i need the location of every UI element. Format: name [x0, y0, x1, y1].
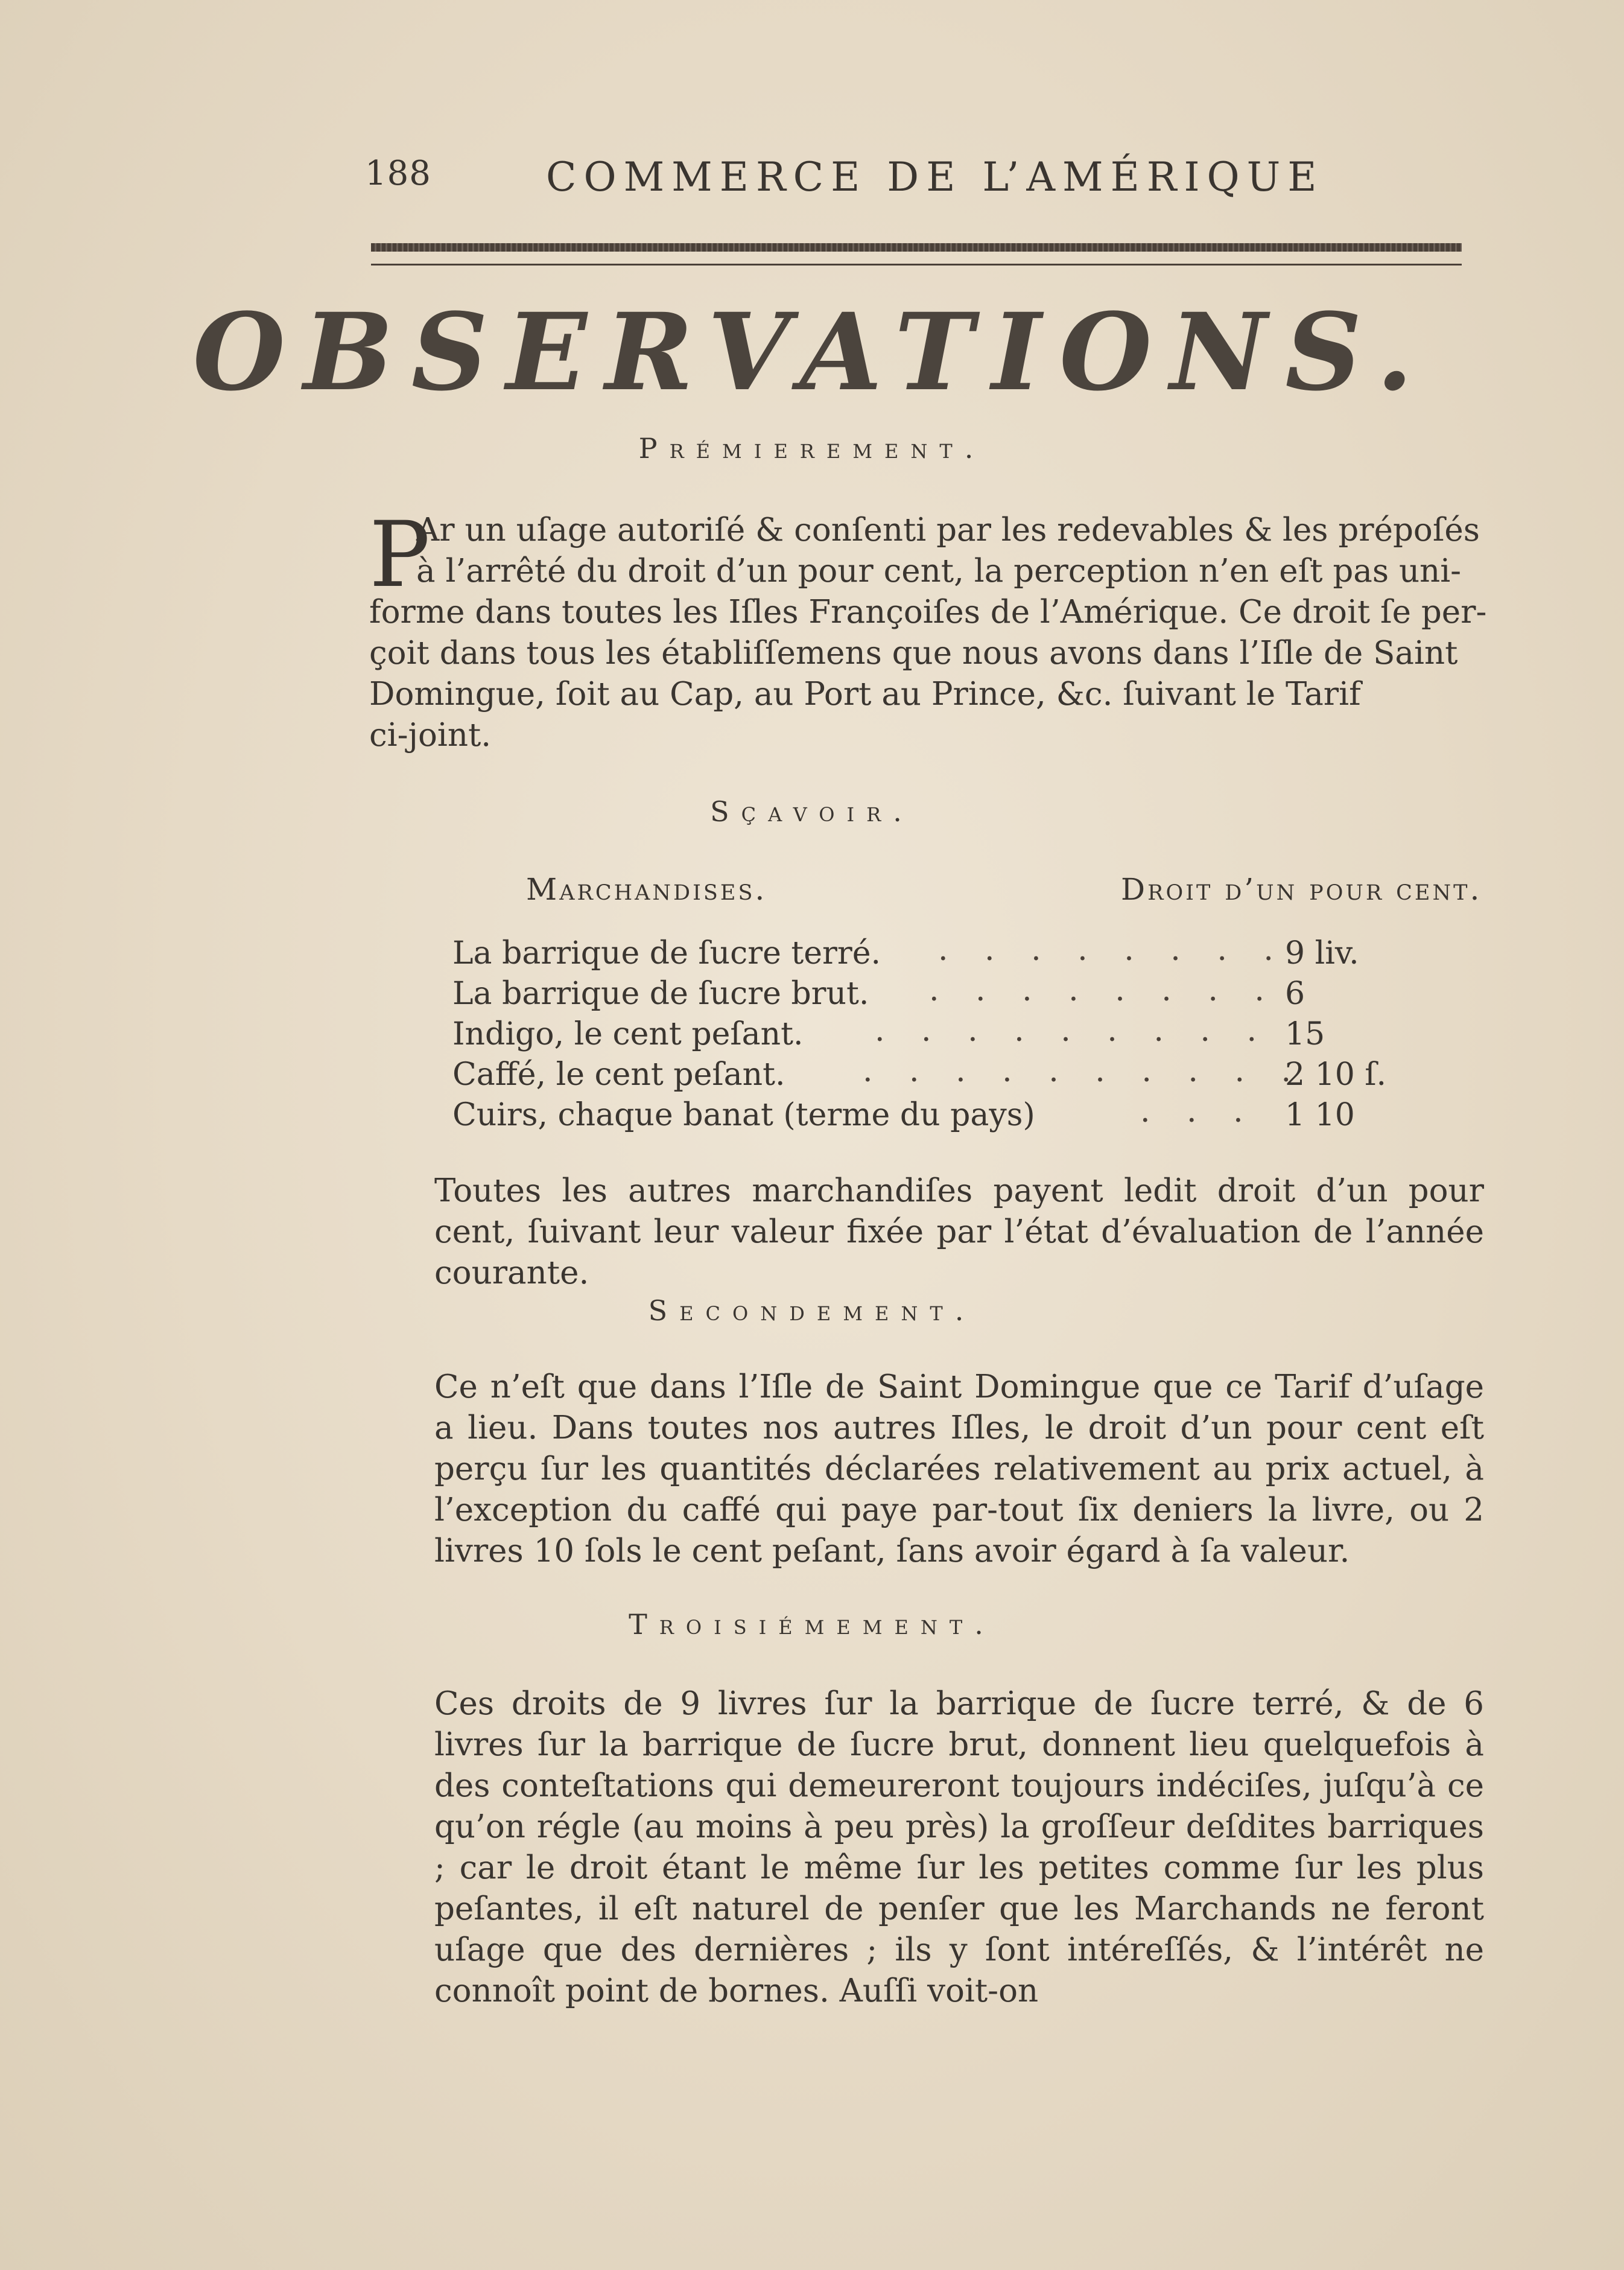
text-line: çoit dans tous les établiſſemens que nous avons dans l’Iſle de Saint [369, 635, 1458, 672]
tariff-rate: 1 10 [1285, 1097, 1355, 1133]
section-heading-premierement: Prémierement. [638, 432, 986, 465]
page-title: OBSERVATIONS. [192, 290, 1432, 415]
text-line: ci-joint. [369, 717, 492, 754]
dot-leader: . . . [1140, 1093, 1257, 1130]
running-title: COMMERCE DE L’AMÉRIQUE [546, 154, 1324, 200]
tariff-row [452, 1093, 1466, 1137]
dot-leader: . . . . . . . . [938, 932, 1287, 968]
tariff-item: La barrique de ſucre terré. [452, 935, 881, 971]
tariff-row [452, 1013, 1466, 1057]
tariff-column-duty: Droit d’un pour cent. [1121, 872, 1482, 907]
page-number: 188 [365, 154, 431, 193]
tariff-item: Caffé, le cent peſant. [452, 1057, 785, 1093]
paragraph-troisiemement [369, 1683, 1484, 2012]
running-header [365, 154, 1336, 202]
paragraph-after-tariff [369, 1171, 1484, 1294]
paragraph-text: Toutes les autres marchandiſes payent ledit droit d’un pour cent, ſuivant leur valeur fixée par l’état d’évaluation de l’année courante. [434, 1172, 1484, 1291]
tariff-rate: 15 [1285, 1016, 1325, 1052]
section-heading-scavoir: Sçavoir. [710, 795, 914, 828]
tariff-row [452, 1053, 1466, 1097]
tariff-rate: 6 [1285, 976, 1305, 1012]
tariff-rate: 9 liv. [1285, 935, 1359, 971]
tariff-item: La barrique de ſucre brut. [452, 976, 869, 1012]
tariff-item: Cuirs, chaque banat (terme du pays) [452, 1097, 1035, 1133]
tariff-rate: 2 10 ſ. [1285, 1057, 1387, 1093]
text-line: à l’arrêté du droit d’un pour cent, la perception n’en eſt pas uni- [416, 553, 1462, 590]
tariff-item: Indigo, le cent peſant. [452, 1016, 804, 1052]
drop-cap: P [369, 503, 430, 608]
text-line: Ar un uſage autoriſé & conſenti par les redevables & les prépoſés [416, 512, 1480, 548]
header-rule [371, 264, 1462, 265]
ornamental-rule [371, 243, 1462, 252]
paragraph-premierement [369, 503, 1487, 756]
tariff-row [452, 972, 1466, 1016]
tariff-column-merchandise: Marchandises. [526, 872, 767, 907]
text-line: forme dans toutes les Iſles Françoiſes de l’Amérique. Ce droit ſe per- [369, 594, 1487, 631]
section-heading-troisiemement: Troisiémement. [629, 1608, 995, 1641]
paragraph-text: Ces droits de 9 livres ſur la barrique de ſucre terré, & de 6 livres ſur la barrique de ſucre brut, donnent lieu quelquefois à des conteſtations qui demeureront toujours indéciſes, juſqu’à ce qu’on régle (au moins à peu près) la groſſeur deſdites barriques ; car le droit étant le même ſur les petites comme ſur les plus peſantes, il eſt naturel de penſer que les Marchands ne feront uſage que des dernières ; ils y ſont intéreſſés, & l’intérêt ne connoît point de bornes. Auſſi voit-on [434, 1685, 1484, 2009]
section-heading-secondement: Secondement. [648, 1294, 976, 1327]
paragraph-secondement [369, 1367, 1484, 1572]
tariff-table [452, 932, 1466, 1137]
dot-leader: . . . . . . . . [929, 972, 1278, 1008]
text-line: Domingue, ſoit au Cap, au Port au Prince, &c. ſuivant le Tarif [369, 676, 1361, 713]
dot-leader: . . . . . . . . . [875, 1013, 1270, 1049]
paragraph-text: Ce n’eſt que dans l’Iſle de Saint Domingue que ce Tarif d’uſage a lieu. Dans toutes nos autres Iſles, le droit d’un pour cent eſt perçu ſur les quantités déclarées relativement au prix actuel, à l’exception du caffé qui paye par-tout ſix deniers la livre, ou 2 livres 10 ſols le cent peſant, ſans avoir égard à ſa valeur. [434, 1369, 1484, 1569]
tariff-row [452, 932, 1466, 976]
dot-leader: . . . . . . . . . . [863, 1053, 1305, 1089]
